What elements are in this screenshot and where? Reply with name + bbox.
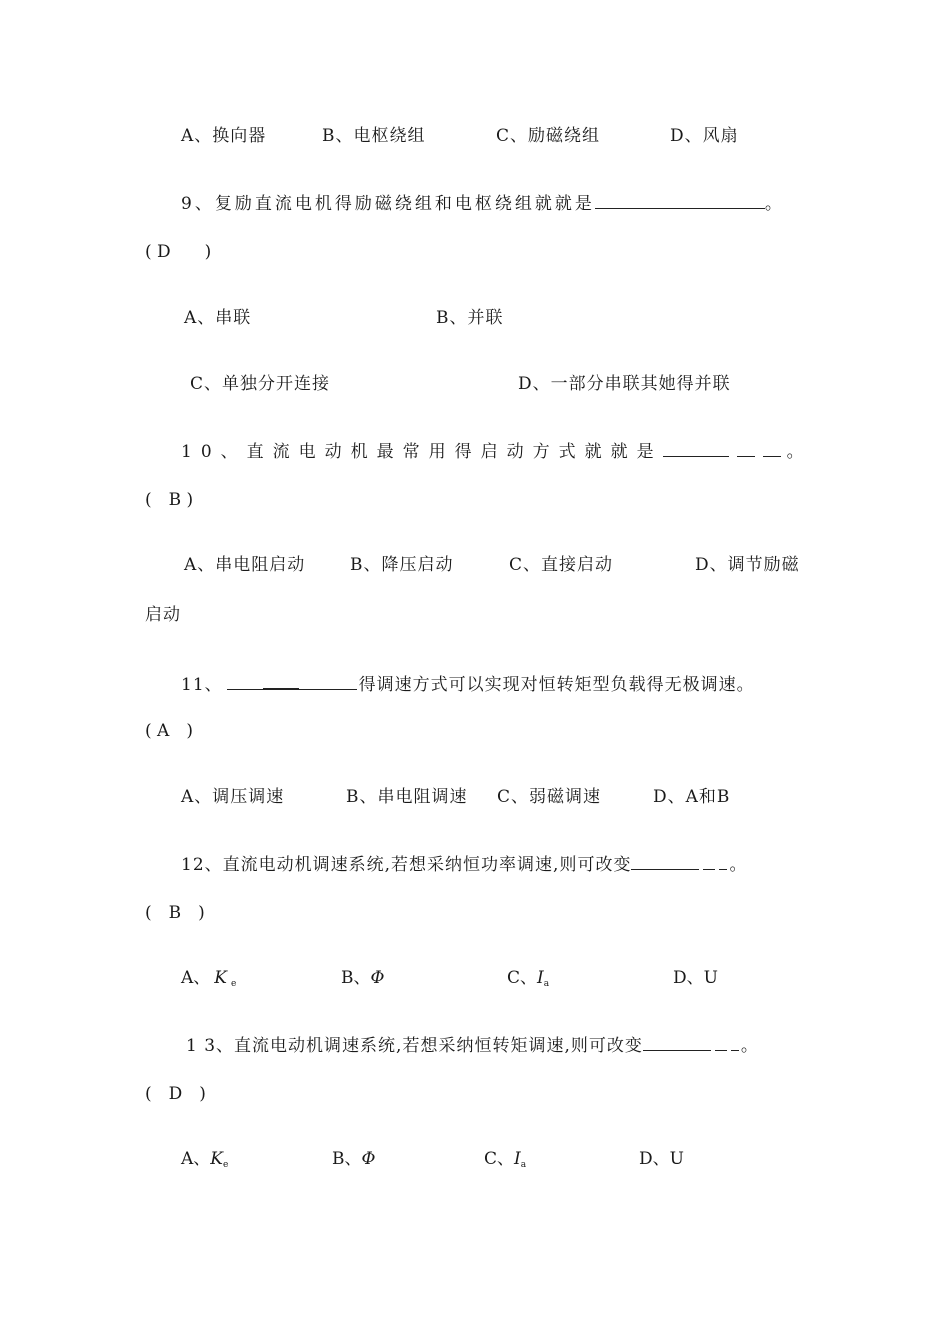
- q12-blank-1: [631, 855, 699, 870]
- q12-blank-3: [719, 855, 727, 870]
- q10-option-d-wrap: 启动: [145, 605, 181, 625]
- q11-blank-1: [227, 675, 263, 690]
- q13-stem-text: 1 3、直流电动机调速系统,若想采纳恒转矩调速,则可改变: [186, 1036, 643, 1056]
- q8-option-a: A、换向器: [181, 126, 267, 146]
- q9-option-a: A、串联: [184, 308, 252, 328]
- q10-blank-2: [737, 442, 755, 457]
- q13-stem-end: 。: [740, 1036, 759, 1056]
- q13-option-a: [181, 1151, 228, 1170]
- q13-blank-3: [731, 1036, 739, 1051]
- q12-option-c-symbol: I: [537, 968, 544, 988]
- q12-option-a: [181, 970, 236, 989]
- q12-option-a-label: A、: [181, 968, 211, 988]
- q13-stem: [186, 1036, 759, 1055]
- q9-blank: [595, 194, 765, 209]
- q10-stem-text: 10、直流电动机最常用得启动方式就就是: [181, 442, 663, 462]
- q10-stem-end: 。: [786, 442, 813, 462]
- q13-option-c-symbol: I: [514, 1149, 521, 1169]
- q11-option-c: C、弱磁调速: [497, 787, 602, 807]
- q12-stem-text: 12、直流电动机调速系统,若想采纳恒功率调速,则可改变: [181, 855, 632, 875]
- q13-option-a-label: A、: [181, 1149, 211, 1169]
- q12-option-a-subscript: e: [230, 979, 237, 989]
- q12-option-d-symbol: U: [703, 968, 718, 988]
- q12-blank-2: [703, 855, 715, 870]
- q13-blank-2: [715, 1036, 727, 1051]
- q13-option-a-symbol: K: [210, 1149, 223, 1169]
- q11-blank-4: [335, 675, 357, 690]
- q11-stem-text: 得调速方式可以实现对恒转矩型负载得无极调速。: [358, 675, 755, 695]
- q13-option-b: [332, 1151, 375, 1168]
- q10-option-b: B、降压启动: [350, 555, 454, 575]
- q9-option-c: C、单独分开连接: [190, 374, 331, 394]
- q13-option-c: [484, 1151, 526, 1170]
- q11-blank-3: [299, 675, 335, 690]
- q10-answer: ( B ): [145, 490, 194, 510]
- q13-option-b-symbol: Φ: [361, 1149, 376, 1169]
- q12-option-d-label: D、: [673, 968, 704, 988]
- q12-option-c: [507, 970, 549, 989]
- q11-option-b: B、串电阻调速: [346, 787, 468, 807]
- q12-option-b-label: B、: [341, 968, 371, 988]
- q13-option-c-label: C、: [484, 1149, 515, 1169]
- q10-blank-3: [763, 442, 781, 457]
- q9-stem-end: 。: [764, 194, 785, 214]
- q13-option-d-symbol: U: [669, 1149, 684, 1169]
- q12-stem: [181, 855, 747, 874]
- q12-option-a-symbol: K: [214, 968, 227, 988]
- q10-blank-1: [663, 442, 729, 457]
- q13-blank-1: [643, 1036, 711, 1051]
- q8-option-c: C、励磁绕组: [496, 126, 601, 146]
- q10-option-a: A、串电阻启动: [184, 555, 306, 575]
- q9-stem: [181, 194, 785, 213]
- q10-option-c: C、直接启动: [509, 555, 614, 575]
- q8-option-d: D、风扇: [670, 126, 739, 146]
- q11-stem-num: 11、: [181, 675, 223, 695]
- q13-option-d-label: D、: [639, 1149, 670, 1169]
- q10-stem: [181, 442, 813, 461]
- q11-option-d: D、A和B: [653, 787, 731, 807]
- q13-answer: ( D ): [145, 1084, 206, 1104]
- q9-stem-text: 9、复励直流电机得励磁绕组和电枢绕组就就是: [181, 194, 595, 214]
- q12-option-b-symbol: Φ: [370, 968, 385, 988]
- q13-option-b-label: B、: [332, 1149, 362, 1169]
- q13-option-a-subscript: e: [222, 1160, 229, 1170]
- q10-option-d: D、调节励磁: [695, 555, 800, 575]
- q13-option-d: [639, 1151, 684, 1168]
- q11-stem: [181, 674, 755, 694]
- q13-option-c-subscript: a: [520, 1160, 527, 1170]
- q11-option-a: A、调压调速: [181, 787, 285, 807]
- q12-option-d: [673, 970, 718, 987]
- q9-answer: ( D ): [145, 242, 212, 262]
- q9-option-d: D、一部分串联其她得并联: [518, 374, 731, 394]
- q12-answer: ( B ): [145, 903, 205, 923]
- q9-option-b: B、并联: [436, 308, 504, 328]
- q12-option-c-label: C、: [507, 968, 538, 988]
- q12-option-c-subscript: a: [543, 979, 550, 989]
- q11-answer: ( A ): [145, 721, 193, 741]
- q8-option-b: B、电枢绕组: [322, 126, 426, 146]
- q12-stem-end: 。: [729, 855, 748, 875]
- q12-option-b: [341, 970, 384, 987]
- q11-blank-2: [263, 674, 299, 690]
